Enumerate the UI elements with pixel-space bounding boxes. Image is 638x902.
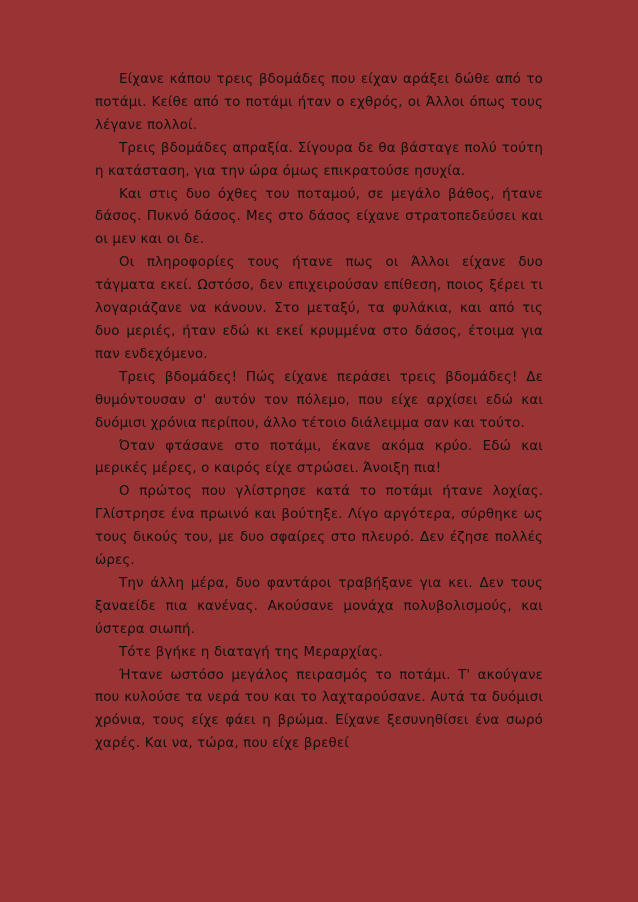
paragraph-8: Την άλλη μέρα, δυο φαντάροι τραβήξανε για κει. Δεν τους ξαναείδε πια κανένας. Ακούσανε μονάχα πολυβολισμούς, και ύστερα σιωπή. (95, 575, 543, 637)
paragraph-9: Τότε βγήκε η διαταγή της Μεραρχίας. (119, 644, 383, 660)
paragraph-4: Οι πληροφορίες τους ήτανε πως οι Άλλοι είχανε δυο τάγματα εκεί. Ωστόσο, δεν επιχειρούσαν επίθεση, ποιος ξέρει τι λογαριάζανε να κάνουν. Στο μεταξύ, τα φυλάκια, και από τις δυο μεριές, ήταν εδώ κι εκεί κρυμμένα στο δάσος, έτοιμα για παν ενδεχόμενο. (95, 255, 543, 362)
paragraph-1: Είχανε κάπου τρεις βδομάδες που είχαν αράξει δώθε από το ποτάμι. Κείθε από το ποτάμι ήταν ο εχθρός, οι Άλλοι όπως τους λέγανε πολλοί. (95, 72, 543, 133)
paragraph-5: Τρεις βδομάδες! Πώς είχανε περάσει τρεις βδομάδες! Δε θυμόντουσαν σ' αυτόν τον πόλεμο, που είχε αρχίσει εδώ και δυόμισι χρόνια περίπου, άλλο τέτοιο διάλειμμα σαν και τούτο. (95, 369, 543, 431)
paragraph-2: Τρεις βδομάδες απραξία. Σίγουρα δε θα βάσταγε πολύ τούτη η κατάσταση, για την ώρα όμως επικρατούσε ησυχία. (95, 140, 543, 179)
paragraph-10: Ήτανε ωστόσο μεγάλος πειρασμός το ποτάμι. Τ' ακούγανε που κυλούσε τα νερά του και το λαχταρούσανε. Αυτά τα δυόμισι χρόνια, τους είχε φάει η βρώμα. Είχανε ξεσυνηθίσει ένα σωρό χαρές. Και να, τώρα, που είχε βρεθεί (95, 667, 543, 752)
paragraph-6: Όταν φτάσανε στο ποτάμι, έκανε ακόμα κρύο. Εδώ και μερικές μέρες, ο καιρός είχε στρώσει. Άνοιξη πια! (95, 438, 543, 477)
paragraph-3: Και στις δυο όχθες του ποταμού, σε μεγάλο βάθος, ήτανε δάσος. Πυκνό δάσος. Μες στο δάσος είχανε στρατοπεδεύσει και οι μεν και οι δε. (95, 186, 543, 248)
document-body (95, 69, 543, 756)
paragraph-7: Ο πρώτος που γλίστρησε κατά το ποτάμι ήτανε λοχίας. Γλίστρησε ένα πρωινό και βούτηξε. Λίγο αργότερα, σύρθηκε ως τους δικούς του, με δυο σφαίρες στο πλευρό. Δεν έζησε πολλές ώρες. (95, 484, 543, 569)
